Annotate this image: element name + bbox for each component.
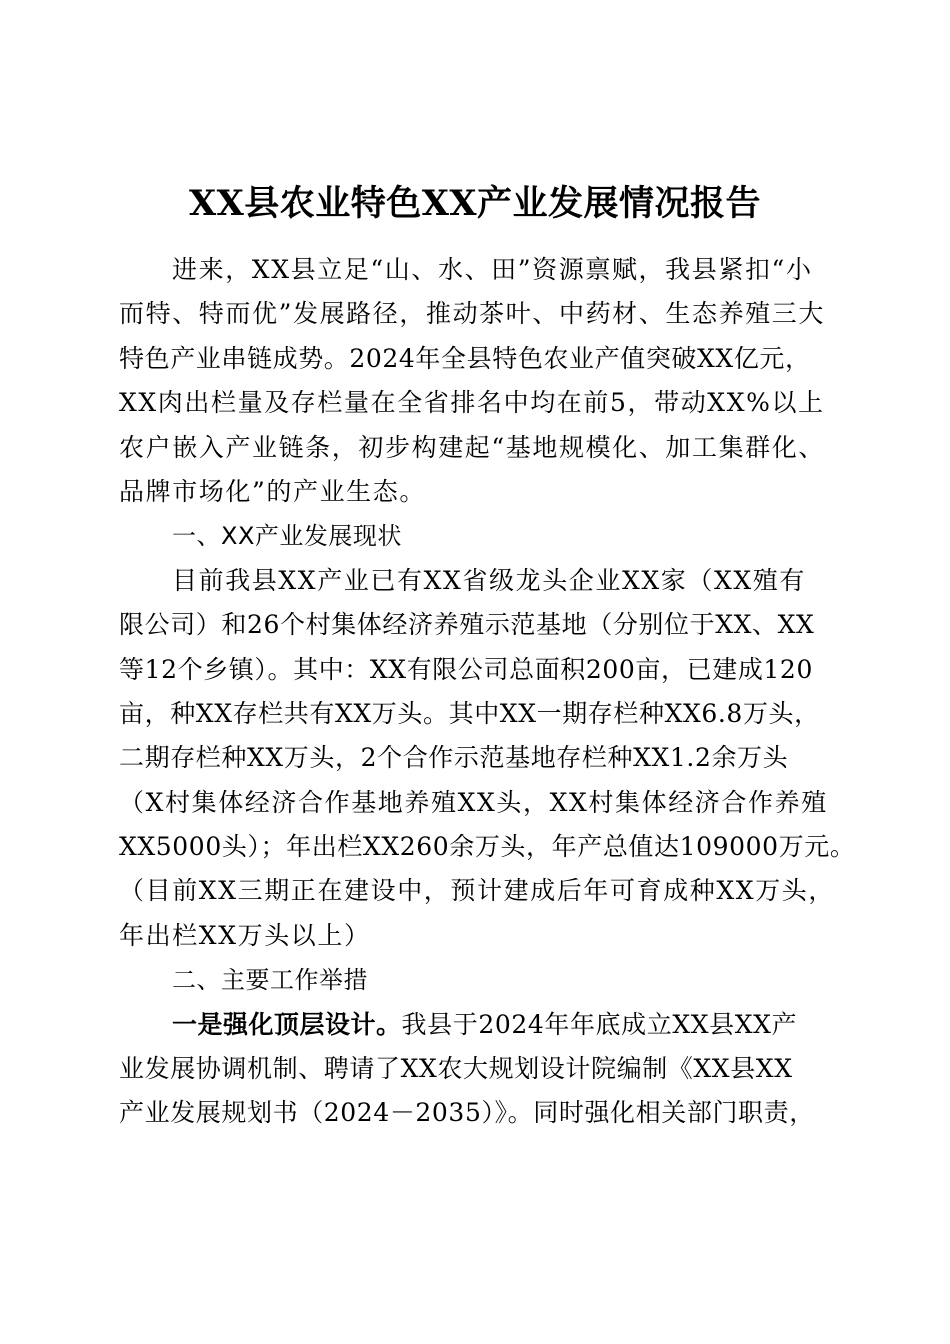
intro-line-2: 而特、特而优”发展路径，推动茶叶、中药材、生态养殖三大 — [119, 299, 825, 329]
section-2-line-3: 产业发展规划书（2024－2035）》。同时强化相关部门职责， — [119, 1098, 815, 1128]
intro-line-5: 农户嵌入产业链条，初步构建起“基地规模化、加工集群化、 — [119, 432, 825, 462]
intro-line-3: 特色产业串链成势。2024年全县特色农业产值突破XX亿元， — [119, 343, 811, 373]
section-1-line-8: （目前XX三期正在建设中，预计建成后年可育成种XX万头， — [119, 876, 835, 906]
section-2-lead: 一是强化顶层设计。 — [172, 1009, 402, 1039]
section-1-heading: 一、XX产业发展现状 — [172, 522, 402, 551]
section-2-line-1-text: 我县于2024年年底成立XX县XX产 — [401, 1009, 798, 1039]
section-2-heading: 二、主要工作举措 — [172, 966, 368, 995]
document-title: XX县农业特色XX产业发展情况报告 — [188, 183, 762, 224]
section-2-line-2: 业发展协调机制、聘请了XX农大规划设计院编制《XX县XX — [119, 1054, 793, 1084]
document-body — [119, 248, 856, 1136]
section-1-line-3: 等12个乡镇）。其中：XX有限公司总面积200亩，已建成120 — [119, 654, 813, 684]
section-1-line-4: 亩，种XX存栏共有XX万头。其中XX一期存栏种XX6.8万头， — [119, 698, 820, 728]
section-1-line-9: 年出栏XX万头以上） — [119, 920, 371, 950]
section-1-line-2: 限公司）和26个村集体经济养殖示范基地（分别位于XX、XX — [119, 610, 815, 640]
intro-line-1: 进来，XX县立足“山、水、田”资源禀赋，我县紧扣“小 — [172, 255, 813, 284]
intro-line-4: XX肉出栏量及存栏量在全省排名中均在前5，带动XX%以上 — [119, 388, 825, 418]
section-1-line-7: XX5000头）；年出栏XX260余万头，年产总值达109000万元。 — [119, 832, 856, 862]
section-1-line-1: 目前我县XX产业已有XX省级龙头企业XX家（XX殖有 — [172, 565, 806, 595]
intro-line-6: 品牌市场化”的产业生态。 — [119, 476, 426, 506]
section-1-line-5: 二期存栏种XX万头，2个合作示范基地存栏种XX1.2余万头 — [119, 743, 789, 773]
section-1-line-6: （X村集体经济合作基地养殖XX头，XX村集体经济合作养殖 — [119, 787, 828, 817]
section-2-line-1 — [119, 1003, 827, 1047]
